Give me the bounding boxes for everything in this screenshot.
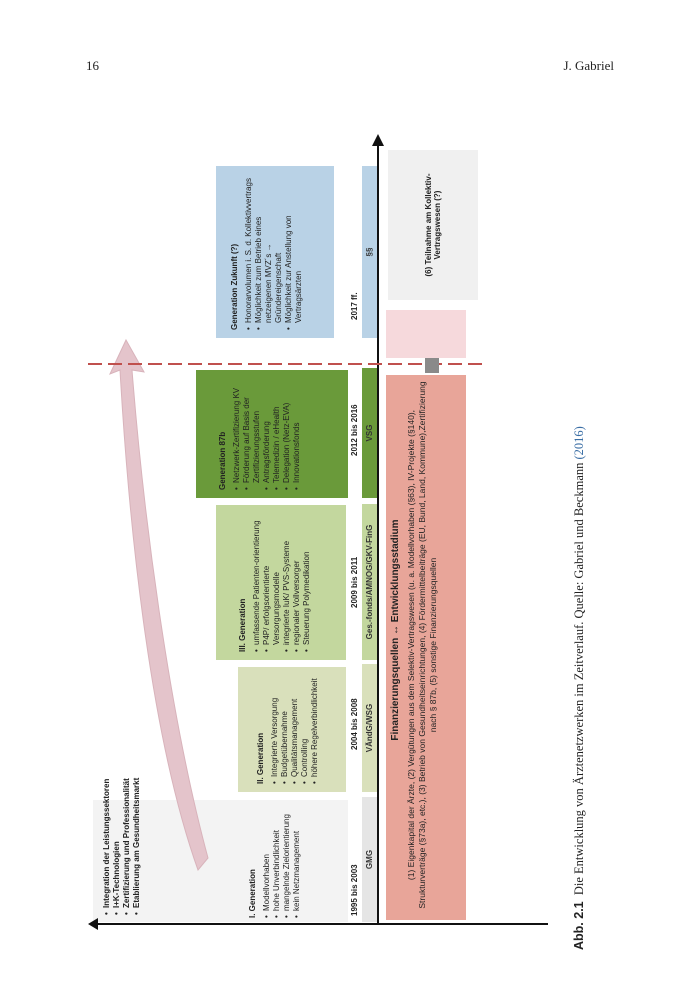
- running-head: J. Gabriel: [563, 58, 614, 73]
- top-bullet: • Integration der Leistungssektoren: [102, 778, 112, 915]
- gen1-box: [248, 808, 343, 918]
- law-band: §§: [362, 166, 377, 338]
- gen3-item: • umfassende Patienten-orientierung: [252, 513, 262, 652]
- period-label: 2012 bis 2016: [350, 404, 359, 456]
- top-bullet: • Etablierung am Gesundheitsmarkt: [132, 778, 142, 915]
- gen2-item: • höhere Regelverbindlichkeit: [310, 675, 320, 784]
- gen5-item: • Honorarvolumen i. S. d. Kollektivvertrags: [244, 174, 254, 330]
- gen1-item: • Modellvorhaben: [262, 808, 272, 918]
- gen4-item: • Förderung auf Basis der Zertifizierungsstufen: [242, 378, 262, 490]
- law-band: GMG: [362, 797, 377, 922]
- growth-arrow: [110, 340, 208, 870]
- figure-content: [88, 130, 558, 930]
- future-financing-box: (6) Teilnahme am Kollektiv-Vertragswesen (?): [388, 150, 478, 300]
- gen1-item: • mangelnde Zielorientierung: [282, 808, 292, 918]
- gen3-item: • integrierte IuK/ PVS-Systeme: [282, 513, 292, 652]
- top-bullet: • Zertifizierung und Professionalität: [122, 778, 132, 915]
- period-label: 2017 ff.: [350, 292, 359, 320]
- gen2-item: • Integrierte Versorgung: [270, 675, 280, 784]
- gen3-title: III. Generation: [238, 598, 247, 652]
- period-label: 1995 bis 2003: [350, 864, 359, 916]
- gen2-item: • Controlling: [300, 675, 310, 784]
- caption-text: Die Entwicklung von Ärztenetzwerken im Zeitverlauf. Quelle: Gabriel und Beckmann: [572, 462, 586, 896]
- law-band: Ges.-fonds/AMNOG/GKV-FinG: [362, 504, 377, 660]
- figure-caption: [572, 426, 596, 950]
- financing-text: (1) Eigenkapital der Ärzte, (2) Vergütungen aus dem Selektiv-Vertragswesen (u. a. Modellvorhaben (§63), IV-Projekte (§140), Strukturverträge (§73a), etc.), (3) Betrieb von Gesundheitseinrichtungen, (4) Fördermittelbeiträge (EU, Bund, Land, Kommune),Zertifizierung nach § 87b, (5) sonstige Finanzierungsquellen: [406, 381, 438, 909]
- caption-reference-link[interactable]: (2016): [572, 426, 586, 460]
- gen1-item: • kein Netzmanagement: [292, 808, 302, 918]
- caption-label: Abb. 2.1: [572, 901, 586, 950]
- figure: [88, 130, 558, 930]
- gen4-item: • Telemedizin / eHealth: [272, 378, 282, 490]
- law-band: VSG: [362, 368, 377, 498]
- gen2-item: • Budgetübernahme: [280, 675, 290, 784]
- gen3-item: • Steuerung Polymedikation: [302, 513, 312, 652]
- horizontal-axis-arrowhead: [372, 134, 384, 146]
- financing-title: Finanzierungsquellen ↔ Entwicklungsstadium: [390, 519, 401, 741]
- gen2-item: • Qualitätsmanagement: [290, 675, 300, 784]
- period-label: 2004 bis 2008: [350, 698, 359, 750]
- gen4-box: [196, 370, 348, 498]
- gen2-box: [238, 667, 346, 792]
- gen5-item: • Möglichkeit zur Anstellung von Vertragsärzten: [284, 174, 304, 330]
- gen5-title: Generation Zukunft (?): [230, 243, 239, 330]
- gen4-item: • Netzwerk-Zertifizierung KV: [232, 378, 242, 490]
- top-bullet: • I+K-Technologien: [112, 778, 122, 915]
- gen4-item: • Antragsförderung: [262, 378, 272, 490]
- period-label: 2009 bis 2011: [350, 556, 359, 608]
- gen3-item: • P4P/ erfolgsorientierte Versorgungsmodelle: [262, 513, 282, 652]
- gen1-title: I. Generation: [248, 869, 257, 918]
- gen4-item: • Innovationsfonds: [292, 378, 302, 490]
- gen2-title: II. Generation: [256, 732, 265, 784]
- gen3-item: • regionaler Vollversorger: [292, 513, 302, 652]
- vertical-axis-arrowhead: [88, 918, 98, 930]
- law-band: VÄndG/WSG: [362, 664, 377, 792]
- gen5-box: [216, 166, 334, 338]
- gen1-item: • hohe Unverbindlichkeit: [272, 808, 282, 918]
- future-pink-band: [386, 310, 466, 358]
- gen4-title: Generation 87b: [218, 431, 227, 490]
- gen4-item: • Delegation (Netz-EVA): [282, 378, 292, 490]
- gen3-box: [216, 505, 346, 660]
- gen5-item: • Möglichkeit zum Betrieb eines netzeigenen MVZ´s → Gründereigenschaft: [254, 174, 284, 330]
- page-number: 16: [86, 58, 99, 73]
